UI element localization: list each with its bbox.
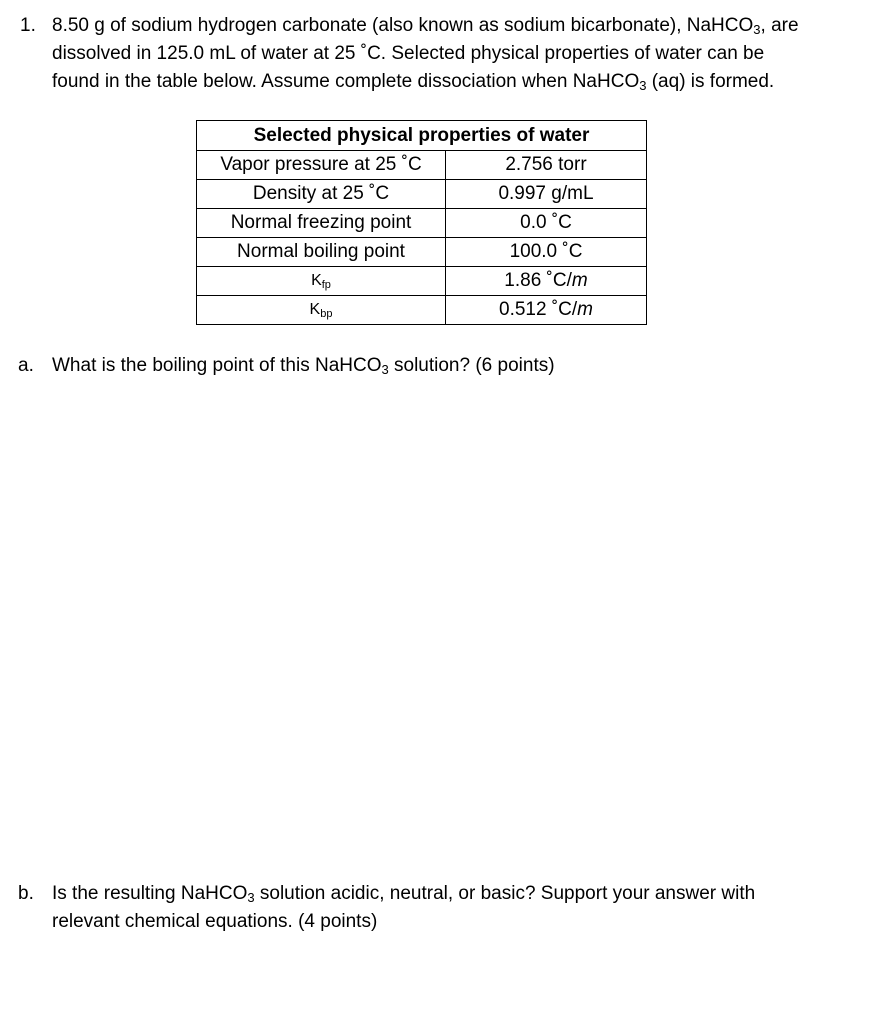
kfp-value-cell: 1.86 ˚C/m	[446, 267, 647, 296]
value-cell: 2.756 torr	[446, 151, 647, 180]
table-row	[197, 209, 647, 238]
part-a-text: What is the boiling point of this NaHCO$_3$ solution? (6 points)	[52, 355, 555, 377]
value-cell: 0.997 g/mL	[446, 180, 647, 209]
question-number: 1.	[20, 15, 36, 36]
table-header-row	[197, 121, 647, 151]
table-title: Selected physical properties of water	[197, 121, 647, 151]
kbp-value-cell: 0.512 ˚C/m	[446, 296, 647, 325]
kbp-symbol-cell: $K_{bp}$	[197, 296, 446, 325]
question-text	[52, 12, 872, 96]
property-cell: Normal freezing point	[197, 209, 446, 238]
question-line-3: found in the table below. Assume complete dissociation when NaHCO$_3$ (aq) is formed.	[52, 71, 775, 93]
value-cell: 100.0 ˚C	[446, 238, 647, 267]
value-cell: 0.0 ˚C	[446, 209, 647, 238]
question-line-2: dissolved in 125.0 mL of water at 25 ˚C. Selected physical properties of water can be	[52, 43, 765, 64]
part-b-text: Is the resulting NaHCO$_3$ solution acidic, neutral, or basic? Support your answer with relevant chemical equations. (4 points)	[52, 883, 756, 932]
table-row-kfp	[197, 267, 647, 296]
water-properties-table	[196, 120, 647, 325]
property-cell: Normal boiling point	[197, 238, 446, 267]
table-row-kbp	[197, 296, 647, 325]
kfp-symbol-cell: $K_{fp}$	[197, 267, 446, 296]
table-row	[197, 238, 647, 267]
question-line-1: 8.50 g of sodium hydrogen carbonate (also known as sodium bicarbonate), NaHCO$_3$, are	[52, 15, 799, 37]
property-cell: Vapor pressure at 25 ˚C	[197, 151, 446, 180]
table-row	[197, 151, 647, 180]
part-a-label: a.	[18, 355, 34, 376]
part-b-label: b.	[18, 883, 34, 904]
property-cell: Density at 25 ˚C	[197, 180, 446, 209]
table-row	[197, 180, 647, 209]
